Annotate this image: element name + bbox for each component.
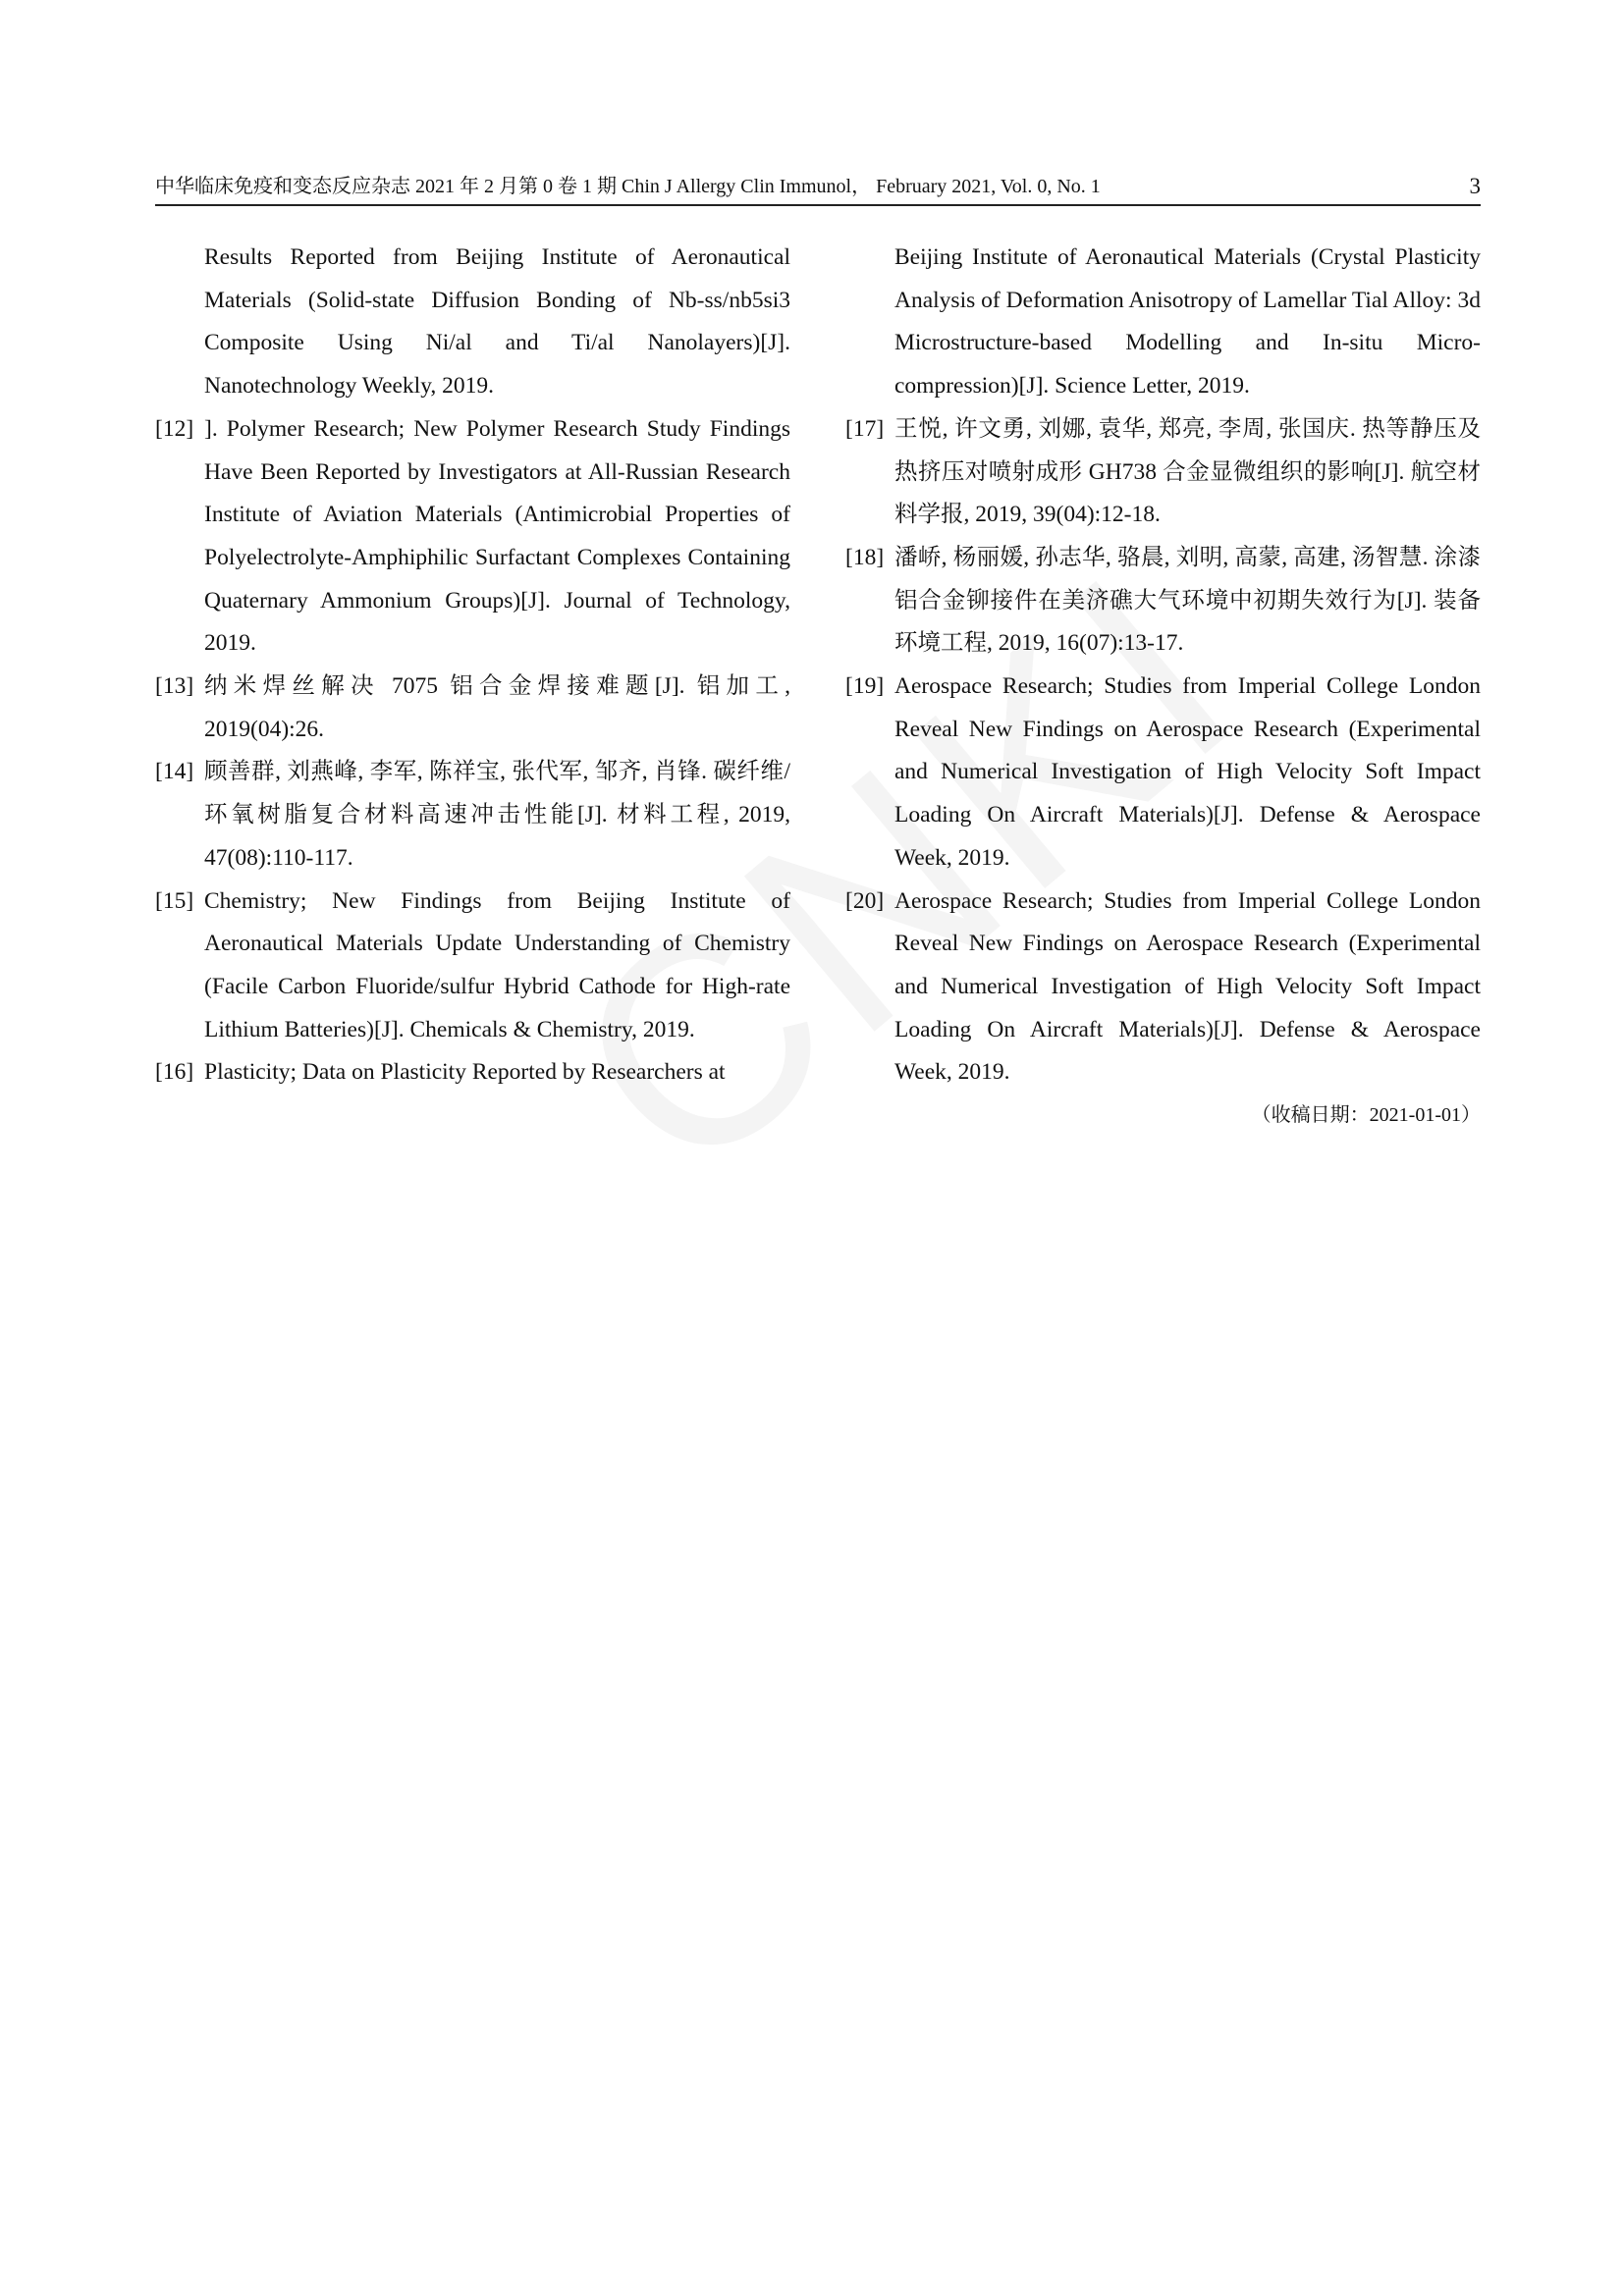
reference-text: 王悦, 许文勇, 刘娜, 袁华, 郑亮, 李周, 张国庆. 热等静压及热挤压对喷射成形 GH738 合金显微组织的影响[J]. 航空材料学报, 2019, 39(04):12-18. [894, 415, 1481, 528]
reference-item [845, 881, 1481, 1095]
right-column [845, 237, 1481, 1130]
reference-text: Plasticity; Data on Plasticity Reported by Researchers at [204, 1059, 726, 1086]
journal-citation: 中华临床免疫和变态反应杂志 2021 年 2 月第 0 卷 1 期 Chin J Allergy Clin Immunol， February 2021, Vol. 0, No. 1 [155, 176, 1101, 197]
reference-number: [18] [845, 544, 885, 570]
reference-item [155, 1051, 790, 1095]
reference-number: [15] [155, 887, 194, 914]
reference-text: 纳米焊丝解决 7075 铝合金焊接难题[J]. 铝加工, 2019(04):26. [204, 673, 790, 742]
header-rule [155, 204, 1481, 206]
reference-number: [14] [155, 759, 194, 785]
reference-text: Aerospace Research; Studies from Imperial College London Reveal New Findings on Aerospace Research (Experimental and Numerical Investigation of High Velocity Soft Impact Loading On Aircraft Materials)[J]. Defense & Aerospace Week, 2019. [894, 673, 1481, 871]
reference-number: [20] [845, 887, 885, 914]
reference-number: [19] [845, 673, 885, 700]
received-date: （收稿日期：2021-01-01） [1251, 1104, 1481, 1127]
left-column [155, 237, 790, 1095]
page-number: 3 [1469, 174, 1481, 198]
reference-item [845, 666, 1481, 881]
reference-text: 顾善群, 刘燕峰, 李军, 陈祥宝, 张代军, 邹齐, 肖锋. 碳纤维/环氧树脂复合材料高速冲击性能[J]. 材料工程, 2019, 47(08):110-117. [204, 759, 790, 871]
reference-number: [13] [155, 673, 194, 700]
reference-item [155, 666, 790, 751]
reference-continuation [845, 237, 1481, 408]
reference-item [845, 408, 1481, 537]
reference-number: [12] [155, 415, 194, 442]
reference-item [155, 751, 790, 880]
reference-text: Chemistry; New Findings from Beijing Institute of Aeronautical Materials Update Understanding of Chemistry (Facile Carbon Fluoride/sulfur Hybrid Cathode for High-rate Lithium Batteries)[J]. Chemicals & Chemistry, 2019. [204, 887, 790, 1042]
reference-item [845, 537, 1481, 666]
reference-text: Aerospace Research; Studies from Imperial College London Reveal New Findings on Aerospace Research (Experimental and Numerical Investigation of High Velocity Soft Impact Loading On Aircraft Materials)[J]. Defense & Aerospace Week, 2019. [894, 887, 1481, 1086]
reference-item [155, 881, 790, 1052]
reference-text: Results Reported from Beijing Institute of Aeronautical Materials (Solid-state Diffusion Bonding of Nb-ss/nb5si3 Composite Using Ni/al and Ti/al Nanolayers)[J]. Nanotechnology Weekly, 2019. [204, 244, 790, 400]
reference-number: [16] [155, 1059, 194, 1086]
reference-number: [17] [845, 415, 885, 442]
reference-continuation [155, 237, 790, 408]
reference-text: ]. Polymer Research; New Polymer Research Study Findings Have Been Reported by Investigators at All-Russian Research Institute of Aviation Materials (Antimicrobial Properties of Polyelectrolyte-Amphiphilic Surfactant Complexes Containing Quaternary Ammonium Groups)[J]. Journal of Technology, 2019. [204, 415, 790, 657]
reference-text: Beijing Institute of Aeronautical Materials (Crystal Plasticity Analysis of Deformation Anisotropy of Lamellar Tial Alloy: 3d Microstructure-based Modelling and In-situ Micro-compression)[J]. Science Letter, 2019. [894, 244, 1481, 400]
running-header [155, 169, 1481, 204]
reference-item [155, 408, 790, 666]
reference-text: 潘峤, 杨丽媛, 孙志华, 骆晨, 刘明, 高蒙, 高建, 汤智慧. 涂漆铝合金铆接件在美济礁大气环境中初期失效行为[J]. 装备环境工程, 2019, 16(07):13-17. [894, 544, 1481, 657]
